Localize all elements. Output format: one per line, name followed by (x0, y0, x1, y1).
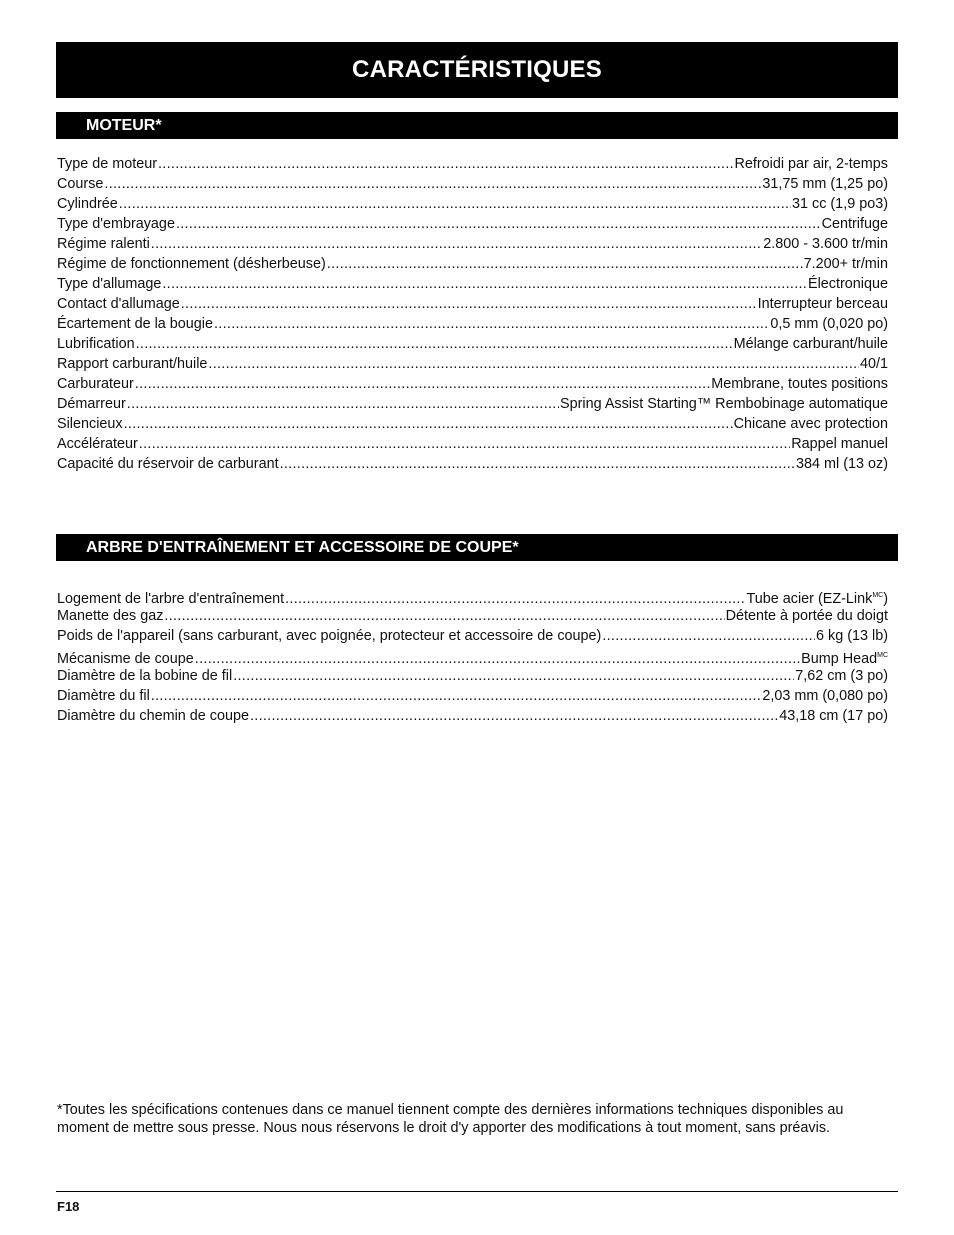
spec-value-text: Centrifuge (821, 216, 888, 232)
spec-label: Type de moteur (57, 156, 157, 172)
dot-leader (104, 174, 761, 194)
spec-value-text: 7,62 cm (3 po) (795, 668, 888, 684)
spec-value-text: Chicane avec protection (733, 416, 888, 432)
spec-value-text: Interrupteur berceau (757, 296, 888, 312)
dot-leader (162, 274, 807, 294)
spec-label: Démarreur (57, 396, 126, 412)
spec-label: Type d'embrayage (57, 216, 175, 232)
spec-value (860, 354, 888, 374)
spec-label: Rapport carburant/huile (57, 356, 208, 372)
spec-value (560, 394, 888, 414)
spec-value-text: Refroidi par air, 2-temps (734, 156, 888, 172)
spec-row (57, 354, 888, 374)
spec-value-text: 31,75 mm (1,25 po) (762, 176, 888, 192)
dot-leader (602, 626, 815, 646)
spec-row (57, 454, 888, 474)
dot-leader (136, 334, 733, 354)
spec-label: Silencieux (57, 416, 123, 432)
spec-label: Logement de l'arbre d'entraînement (57, 591, 285, 607)
dot-leader (151, 234, 762, 254)
footer-divider (56, 1191, 898, 1192)
dot-leader (176, 214, 821, 234)
spec-row (57, 686, 888, 706)
spec-label: Accélérateur (57, 436, 138, 452)
spec-value-text: 2,03 mm (0,080 po) (762, 688, 888, 704)
spec-list-moteur (57, 154, 888, 474)
spec-value (711, 374, 888, 394)
spec-label: Diamètre du fil (57, 688, 150, 704)
spec-value (822, 214, 888, 234)
spec-value (763, 234, 888, 254)
dot-leader (119, 194, 791, 214)
spec-label: Régime de fonctionnement (désherbeuse) (57, 256, 326, 272)
spec-value (726, 606, 888, 626)
spec-row (57, 394, 888, 414)
dot-leader (280, 454, 795, 474)
spec-row (57, 154, 888, 174)
spec-label: Écartement de la bougie (57, 316, 213, 332)
spec-label: Contact d'allumage (57, 296, 180, 312)
spec-value (792, 194, 888, 214)
spec-row (57, 334, 888, 354)
spec-value (734, 414, 888, 434)
spec-label: Régime ralenti (57, 236, 150, 252)
spec-value (762, 686, 888, 706)
spec-value (779, 706, 888, 726)
spec-label: Diamètre du chemin de coupe (57, 708, 249, 724)
spec-value (791, 434, 888, 454)
spec-value (816, 626, 888, 646)
spec-row (57, 374, 888, 394)
spec-value-text: Bump Head (801, 651, 878, 667)
spec-value-text: Détente à portée du doigt (725, 608, 888, 624)
spec-value (770, 314, 888, 334)
spec-value-text: Membrane, toutes positions (711, 376, 888, 392)
spec-value (804, 254, 888, 274)
spec-label: Type d'allumage (57, 276, 162, 292)
spec-row (57, 434, 888, 454)
dot-leader (124, 414, 733, 434)
spec-row (57, 646, 888, 666)
dot-leader (214, 314, 769, 334)
spec-row (57, 214, 888, 234)
spec-label: Course (57, 176, 104, 192)
spec-list-arbre (57, 586, 888, 726)
spec-value-text: Spring Assist Starting™ Rembobinage automatique (560, 396, 888, 412)
dot-leader (164, 606, 724, 626)
dot-leader (158, 154, 733, 174)
spec-label: Poids de l'appareil (sans carburant, avec poignée, protecteur et accessoire de coupe) (57, 628, 602, 644)
spec-value (734, 154, 888, 174)
spec-label: Manette des gaz (57, 608, 164, 624)
spec-value-text: Électronique (808, 276, 888, 292)
spec-label: Carburateur (57, 376, 134, 392)
dot-leader (139, 434, 790, 454)
spec-row (57, 294, 888, 314)
spec-label: Mécanisme de coupe (57, 651, 194, 667)
spec-value-text: 6 kg (13 lb) (816, 628, 888, 644)
dot-leader (208, 354, 859, 374)
spec-value-text: 0,5 mm (0,020 po) (770, 316, 888, 332)
spec-row (57, 234, 888, 254)
dot-leader (327, 254, 803, 274)
spec-value-text: 7.200+ tr/min (803, 256, 888, 272)
trademark-superscript: MC (872, 592, 884, 599)
section-heading-arbre: ARBRE D'ENTRAÎNEMENT ET ACCESSOIRE DE COUPE* (56, 534, 898, 561)
spec-label: Diamètre de la bobine de fil (57, 668, 233, 684)
spec-row (57, 414, 888, 434)
spec-row (57, 274, 888, 294)
page-title: CARACTÉRISTIQUES (56, 42, 898, 98)
spec-value-text: Tube acier (EZ-Link (746, 591, 873, 607)
spec-row (57, 666, 888, 686)
spec-value (795, 666, 888, 686)
spec-value (808, 274, 888, 294)
spec-value-suffix: ) (883, 591, 888, 607)
spec-value-text: 384 ml (13 oz) (796, 456, 888, 472)
dot-leader (151, 686, 762, 706)
spec-row (57, 314, 888, 334)
dot-leader (250, 706, 778, 726)
spec-value-text: Mélange carburant/huile (733, 336, 888, 352)
spec-label: Cylindrée (57, 196, 118, 212)
spec-row (57, 586, 888, 606)
spec-value (734, 334, 888, 354)
spec-value-text: 31 cc (1,9 po3) (792, 196, 888, 212)
dot-leader (135, 374, 710, 394)
spec-value-text: 40/1 (859, 356, 888, 372)
spec-value-text: Rappel manuel (791, 436, 888, 452)
spec-row (57, 626, 888, 646)
spec-row (57, 606, 888, 626)
section-heading-moteur: MOTEUR* (56, 112, 898, 139)
page-number: F18 (57, 1199, 80, 1214)
spec-value-text: 2.800 - 3.600 tr/min (763, 236, 888, 252)
dot-leader (181, 294, 757, 314)
spec-value-text: 43,18 cm (17 po) (779, 708, 888, 724)
spec-value (796, 454, 888, 474)
spec-row (57, 194, 888, 214)
dot-leader (127, 394, 559, 414)
footnote: *Toutes les spécifications contenues dans ce manuel tiennent compte des dernières informations techniques disponibles au moment de mettre sous presse. Nous nous réservons le droit d'y apporter des modifications à tout moment, sans préavis. (57, 1102, 844, 1136)
spec-row (57, 254, 888, 274)
spec-value (758, 294, 888, 314)
spec-row (57, 174, 888, 194)
spec-value (762, 174, 888, 194)
spec-label: Capacité du réservoir de carburant (57, 456, 279, 472)
trademark-superscript: MC (877, 652, 888, 659)
dot-leader (233, 666, 794, 686)
spec-row (57, 706, 888, 726)
spec-label: Lubrification (57, 336, 135, 352)
